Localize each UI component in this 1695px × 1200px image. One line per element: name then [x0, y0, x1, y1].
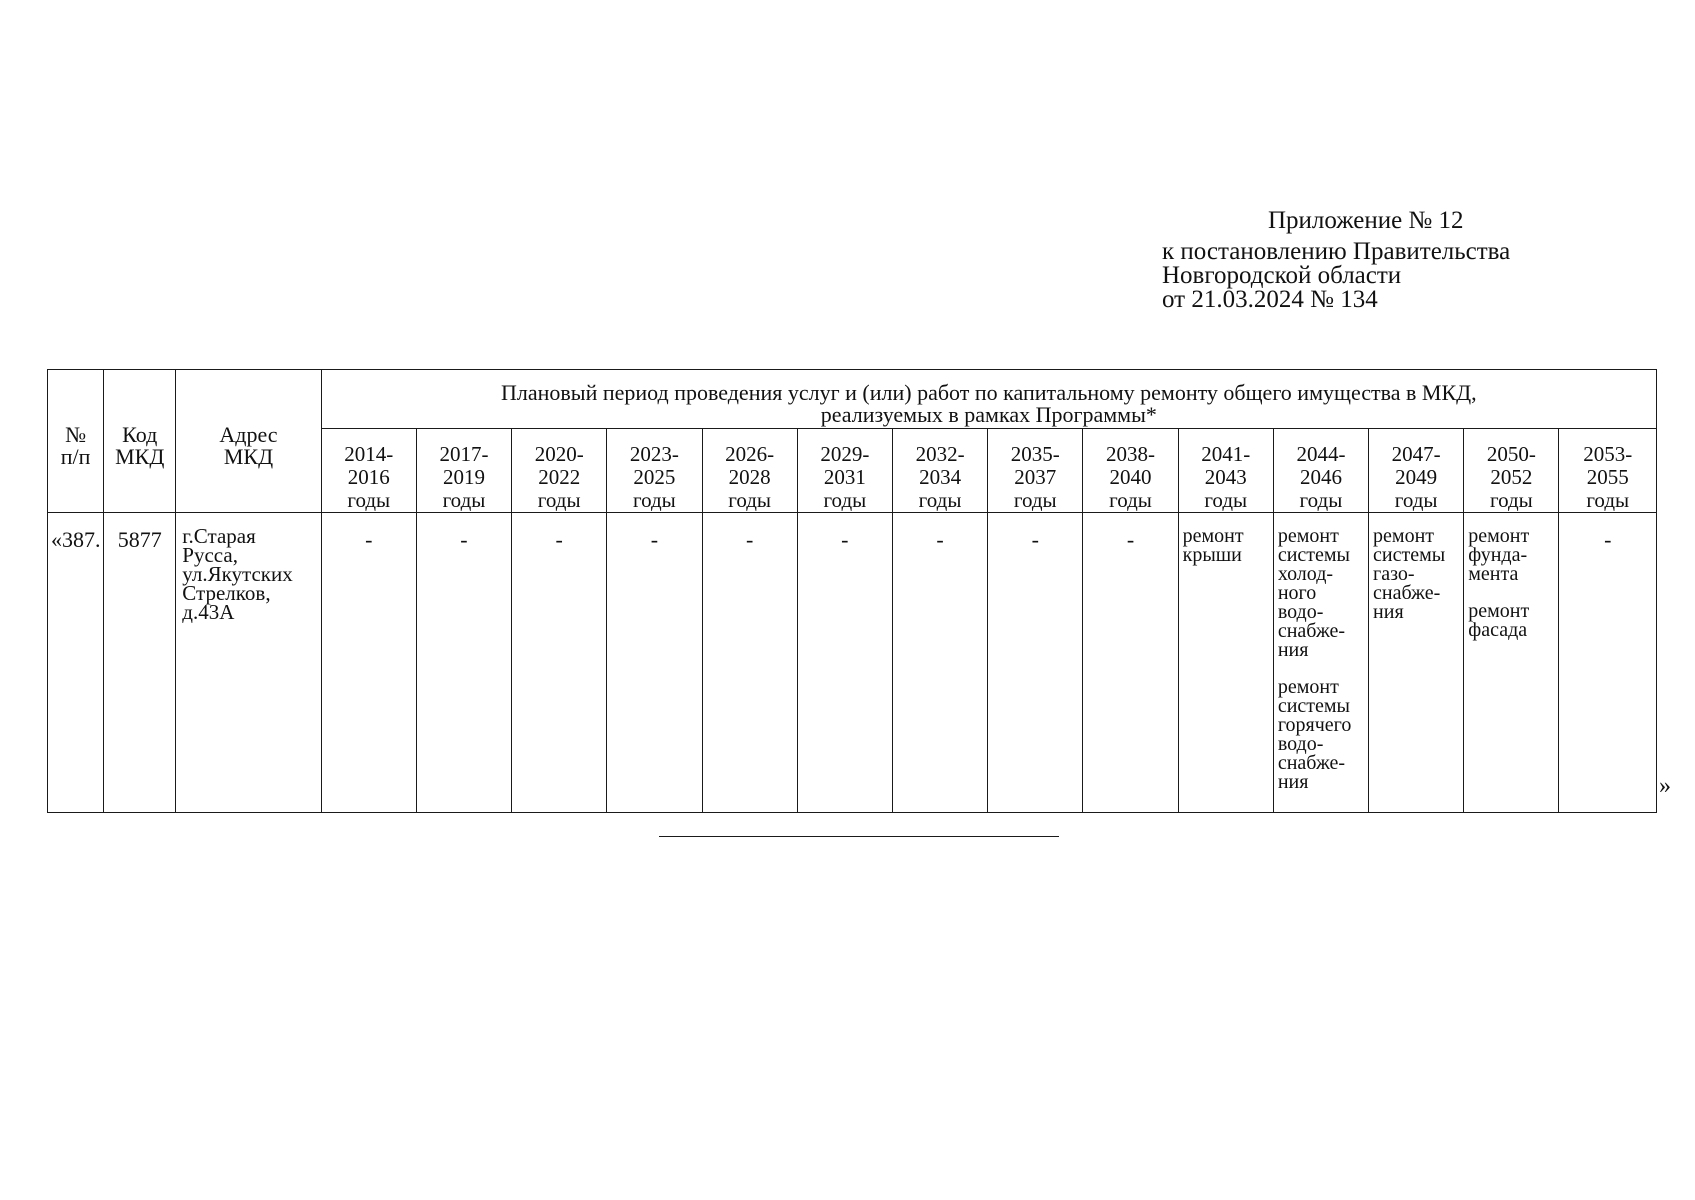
header-year-line: годы	[1109, 488, 1152, 512]
header-year-line: 2023-	[629, 442, 679, 466]
header-year-line: 2031	[823, 465, 866, 489]
header-address	[176, 370, 321, 513]
header-address-line-1: Адрес	[219, 422, 278, 447]
work-item-line: крыши	[1182, 544, 1242, 566]
header-num-line-1: №	[65, 422, 87, 447]
header-year-line: годы	[728, 488, 772, 512]
work-item-line: ремонт	[1182, 525, 1244, 547]
cell-2044	[1273, 513, 1368, 813]
header-year-line: годы	[347, 488, 391, 512]
work-item	[1183, 527, 1271, 565]
work-item-line: ремонт	[1277, 676, 1339, 698]
header-num	[48, 370, 104, 513]
cell-2035: -	[988, 513, 1083, 813]
header-year-13	[1559, 429, 1657, 513]
header-year-2	[512, 429, 607, 513]
header-year-line: 2043	[1204, 465, 1247, 489]
header-year-line: 2035-	[1010, 442, 1060, 466]
header-year-line: годы	[1013, 488, 1057, 512]
header-year-4	[702, 429, 797, 513]
work-item-line: горячего	[1277, 714, 1352, 736]
cell-2053: -	[1559, 513, 1657, 813]
header-code-line-2: МКД	[115, 444, 165, 469]
work-item-line: системы	[1277, 695, 1350, 717]
header-year-line: 2047-	[1391, 442, 1441, 466]
work-item-line: фасада	[1468, 619, 1528, 641]
work-item-line: снабже-	[1277, 752, 1346, 774]
header-year-8	[1083, 429, 1178, 513]
cell-2029: -	[797, 513, 892, 813]
work-item-line: водо-	[1277, 733, 1324, 755]
cell-2023: -	[607, 513, 702, 813]
row-address	[176, 513, 321, 813]
work-item	[1278, 527, 1366, 660]
work-item	[1468, 602, 1556, 640]
header-year-line: 2038-	[1106, 442, 1155, 466]
repair-schedule-table	[47, 369, 1657, 813]
address-line: Русса,	[182, 543, 238, 567]
work-item	[1278, 678, 1366, 792]
header-period-line-2: реализуемых в рамках Программы*	[820, 402, 1157, 427]
header-year-line: годы	[1586, 488, 1630, 512]
header-year-line: 2017-	[439, 442, 489, 466]
work-item-line: ремонт	[1468, 600, 1530, 622]
work-item-line: ремонт	[1277, 525, 1339, 547]
header-year-line: годы	[1299, 488, 1343, 512]
header-year-line: 2053-	[1583, 442, 1633, 466]
cell-2047	[1369, 513, 1464, 813]
row-num: «387.	[48, 513, 104, 813]
work-item-line: ремонт	[1373, 525, 1435, 547]
cell-2026: -	[702, 513, 797, 813]
appendix-title: Приложение № 12	[1268, 207, 1464, 234]
work-item-line: системы	[1277, 544, 1350, 566]
appendix-block	[1162, 208, 1510, 312]
header-year-line: 2028	[728, 465, 771, 489]
header-year-line: 2041-	[1201, 442, 1251, 466]
cell-2020: -	[512, 513, 607, 813]
address-line: ул.Якутских	[182, 562, 293, 586]
work-item-line: снабже-	[1277, 620, 1346, 642]
address-line: Стрелков,	[182, 581, 271, 605]
appendix-line-2: Новгородской области	[1162, 262, 1402, 289]
cell-2041	[1178, 513, 1273, 813]
work-item-line: ремонт	[1468, 525, 1530, 547]
row-code: 5877	[104, 513, 176, 813]
header-code-line-1: Код	[122, 422, 158, 447]
header-year-line: 2044-	[1296, 442, 1346, 466]
closing-quote: »	[1659, 773, 1671, 799]
header-year-line: 2034	[919, 465, 962, 489]
header-year-line: 2026-	[725, 442, 775, 466]
header-year-line: годы	[1394, 488, 1438, 512]
work-item-line: ния	[1277, 639, 1309, 661]
work-item-line: газо-	[1373, 563, 1415, 585]
appendix-line-3: от 21.03.2024 № 134	[1162, 286, 1378, 313]
cell-2017: -	[416, 513, 511, 813]
header-address-line-2: МКД	[223, 444, 274, 469]
header-year-3	[607, 429, 702, 513]
header-year-line: 2055	[1586, 465, 1629, 489]
work-item-line: системы	[1373, 544, 1446, 566]
work-item-line: ния	[1373, 601, 1404, 623]
work-item-line: водо-	[1277, 601, 1324, 623]
header-year-6	[892, 429, 987, 513]
header-year-5	[797, 429, 892, 513]
header-year-line: 2016	[347, 465, 390, 489]
header-year-line: 2022	[538, 465, 581, 489]
header-year-11	[1369, 429, 1464, 513]
header-year-1	[416, 429, 511, 513]
address-line: д.43А	[182, 600, 235, 624]
header-period	[321, 370, 1656, 429]
cell-2014: -	[321, 513, 416, 813]
header-year-line: годы	[1489, 488, 1533, 512]
header-year-line: 2025	[633, 465, 676, 489]
header-year-line: годы	[918, 488, 962, 512]
work-item-line: снабже-	[1373, 582, 1441, 604]
work-item-line: холод-	[1277, 563, 1334, 585]
table-row	[48, 513, 1657, 813]
address-line: г.Старая	[182, 524, 256, 548]
header-year-line: годы	[442, 488, 486, 512]
header-year-line: 2029-	[820, 442, 870, 466]
cell-2050	[1464, 513, 1559, 813]
header-year-line: 2037	[1014, 465, 1057, 489]
header-year-line: годы	[633, 488, 676, 512]
header-year-10	[1273, 429, 1368, 513]
work-item-line: мента	[1468, 563, 1519, 585]
header-year-0	[321, 429, 416, 513]
header-year-9	[1178, 429, 1273, 513]
header-year-line: годы	[1204, 488, 1248, 512]
cell-2032: -	[892, 513, 987, 813]
header-year-line: 2046	[1299, 465, 1342, 489]
header-year-7	[988, 429, 1083, 513]
header-year-line: 2014-	[344, 442, 394, 466]
header-num-line-2: п/п	[60, 444, 91, 469]
work-item	[1373, 527, 1461, 622]
work-item-line: фунда-	[1468, 544, 1528, 566]
header-year-12	[1464, 429, 1559, 513]
header-year-line: 2049	[1395, 465, 1438, 489]
appendix-line-1: к постановлению Правительства	[1162, 238, 1511, 265]
header-year-line: 2032-	[915, 442, 965, 466]
work-item-line: ния	[1277, 771, 1309, 793]
header-year-line: 2050-	[1486, 442, 1536, 466]
header-year-line: 2019	[442, 465, 485, 489]
header-code	[104, 370, 176, 513]
header-year-line: годы	[537, 488, 581, 512]
header-year-line: 2020-	[534, 442, 584, 466]
header-period-line-1: Плановый период проведения услуг и (или) работ по капитальному ремонту общего имущества в МКД,	[501, 380, 1477, 405]
cell-2038: -	[1083, 513, 1178, 813]
work-item-line: ного	[1277, 582, 1317, 604]
bottom-rule	[659, 836, 1059, 837]
header-year-line: 2052	[1490, 465, 1533, 489]
work-item	[1468, 527, 1556, 584]
header-year-line: 2040	[1109, 465, 1152, 489]
header-year-line: годы	[823, 488, 867, 512]
